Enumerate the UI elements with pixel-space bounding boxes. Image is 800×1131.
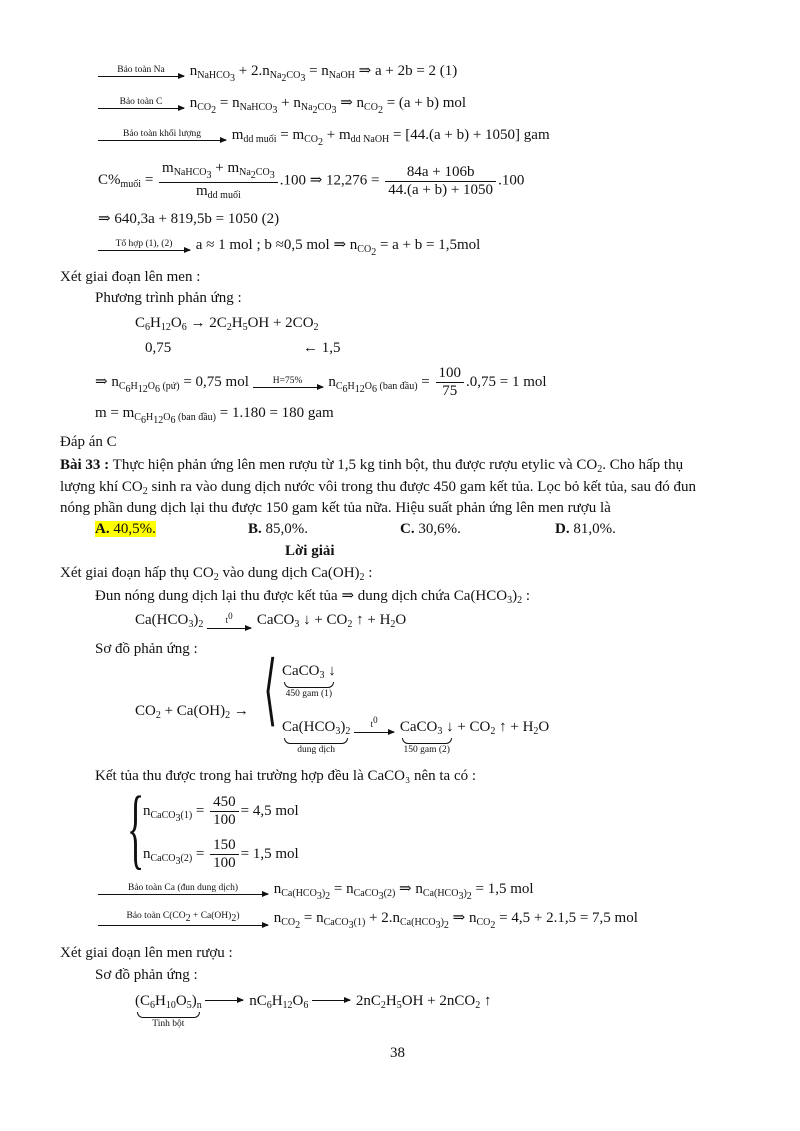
option-b: B. 85,0%.	[248, 521, 309, 537]
equation-line-28: Bảo toàn $C(CO_2 + Ca(OH)_2)$ $n_{CO_2} = n_{CaCO_3(1)} + 2.n_{Ca(HCO_3)_2}$ ⇒ $n_{CO_2} = 4,5 + 2.1,5 = 7,5$ mol	[98, 911, 638, 931]
equation-line-3: Bảo toàn khối lượng $m_{dd muối} = m_{CO_2} + m_{dd NaOH} = [44.(a + b) + 1050]$ gam	[98, 128, 550, 148]
scheme-heading: Sơ đồ phản ứng :	[95, 641, 198, 657]
equation-line-5: ⇒ 640,3a + 819,5b = 1050 (2)	[98, 211, 280, 227]
precipitate-statement: Kết tủa thu được trong hai trường hợp đều là CaCO₃ nên ta có :	[95, 768, 477, 784]
page-number: 38	[390, 1045, 405, 1061]
reaction-mole-right: ← 1,5	[303, 340, 341, 356]
scheme-branch-1: CaCO$_3$ ↓ 450 gam (1)	[282, 663, 336, 699]
arrow-label: Bảo toàn Na	[98, 66, 184, 78]
system-eq-1: $n_{CaCO_3(1)}$ = $\frac{450}{100}$ = 4,5 mol	[143, 794, 299, 828]
solution-heading: Lời giải	[285, 543, 335, 559]
starch-scheme: $(C_6H_{10}O_5)_n$ Tinh bột $nC_6H_{12}O_6$ $2nC_2H_5OH + 2nCO_2$ ↑	[135, 993, 492, 1029]
section-heading-absorption: Xét giai đoạn hấp thụ $CO_2$ vào dung dịch $Ca(OH)_2$ :	[60, 565, 373, 583]
decomposition-equation: $Ca(HCO_3)_2$ $t^0$ CaCO$_3$ ↓ + $CO_2$ ↑ + $H_2O$	[135, 611, 407, 630]
problem-statement-line-3: nóng phần dung dịch lại thu được 150 gam kết tủa nữa. Hiệu suất phản ứng lên men rượu là	[60, 500, 611, 516]
branch-brace: ⟨	[263, 645, 278, 735]
equation-line-27: Bảo toàn Ca (đun dung dịch) $n_{Ca(HCO_3)_2} = n_{CaCO_3(2)}$ ⇒ $n_{Ca(HCO_3)_2} = 1,5$ mol	[98, 882, 534, 902]
option-a: A. 40,5%.	[95, 521, 156, 537]
option-c: C. 30,6%.	[400, 521, 461, 537]
equation-line-4: $C\%_{muối}$ = $\frac{m_{NaHCO_3} + m_{Na_2CO_3}}{m_{dd muối}}$ .100 ⇒ 12,276 = $\frac{84a + 106b}{44.(a + b) + 1050}$ .100	[98, 160, 525, 201]
system-eq-2: $n_{CaCO_3(2)}$ = $\frac{150}{100}$ = 1,5 mol	[143, 837, 299, 871]
system-brace: {	[127, 779, 145, 878]
reaction-heading: Phương trình phản ứng :	[95, 290, 242, 306]
equation-line-6: Tổ hợp (1), (2) a ≈ 1 mol ; b ≈0,5 mol ⇒ $n_{CO_2} = a + b = 1,5mol$	[98, 238, 480, 258]
scheme-branch-2: $Ca(HCO_3)_2$ dung dịch $t^0$ CaCO$_3$ ↓ 150 gam (2) + $CO_2$ ↑ + $H_2O$	[282, 715, 550, 755]
reaction-equation: $C_6H_{12}O_6 \to 2C_2H_5OH + 2CO_2$	[135, 315, 319, 333]
section-heading-fermentation: Xét giai đoạn lên men :	[60, 269, 201, 285]
equation-line-11: ⇒ $n_{C_6H_{12}O_6 (pứ)} = 0,75$ mol H=75% $n_{C_6H_{12}O_6 (ban đầu)}$ = $\frac{100}{75}$ .0,75 = 1 mol	[95, 365, 547, 399]
scheme-left: $CO_2 + Ca(OH)_2$ →	[135, 703, 249, 721]
problem-statement-line-1: Bài 33 : Thực hiện phản ứng lên men rượu từ 1,5 kg tinh bột, thu được rượu etylic và $CO_2$. Cho hấp thụ	[60, 457, 684, 475]
section-heading-fermentation-2: Xét giai đoạn lên men rượu :	[60, 945, 233, 961]
scheme-heading-2: Sơ đồ phản ứng :	[95, 967, 198, 983]
equation-line-12: $m = m_{C_6H_{12}O_6 (ban đầu)} = 1.180 = 180$ gam	[95, 405, 334, 426]
option-d: D. 81,0%.	[555, 521, 616, 537]
problem-statement-line-2: lượng khí $CO_2$ sinh ra vào dung dịch nước vôi trong thu được 450 gam kết tủa. Lọc bỏ kết tủa, sau đó đun	[60, 479, 697, 497]
answer-label: Đáp án C	[60, 434, 117, 450]
reaction-mole-left: 0,75	[145, 340, 172, 356]
equation-line-1: Bảo toàn Na $n_{NaHCO_3} + 2.n_{Na_2CO_3} = n_{NaOH}$ ⇒ a + 2b = 2 (1)	[98, 64, 457, 84]
equation-line-2: Bảo toàn C $n_{CO_2} = n_{NaHCO_3} + n_{Na_2CO_3}$ ⇒ $n_{CO_2} = (a + b)$ mol	[98, 96, 466, 116]
heating-statement: Đun nóng dung dịch lại thu được kết tủa ⇒ dung dịch chứa $Ca(HCO_3)_2$ :	[95, 588, 531, 606]
